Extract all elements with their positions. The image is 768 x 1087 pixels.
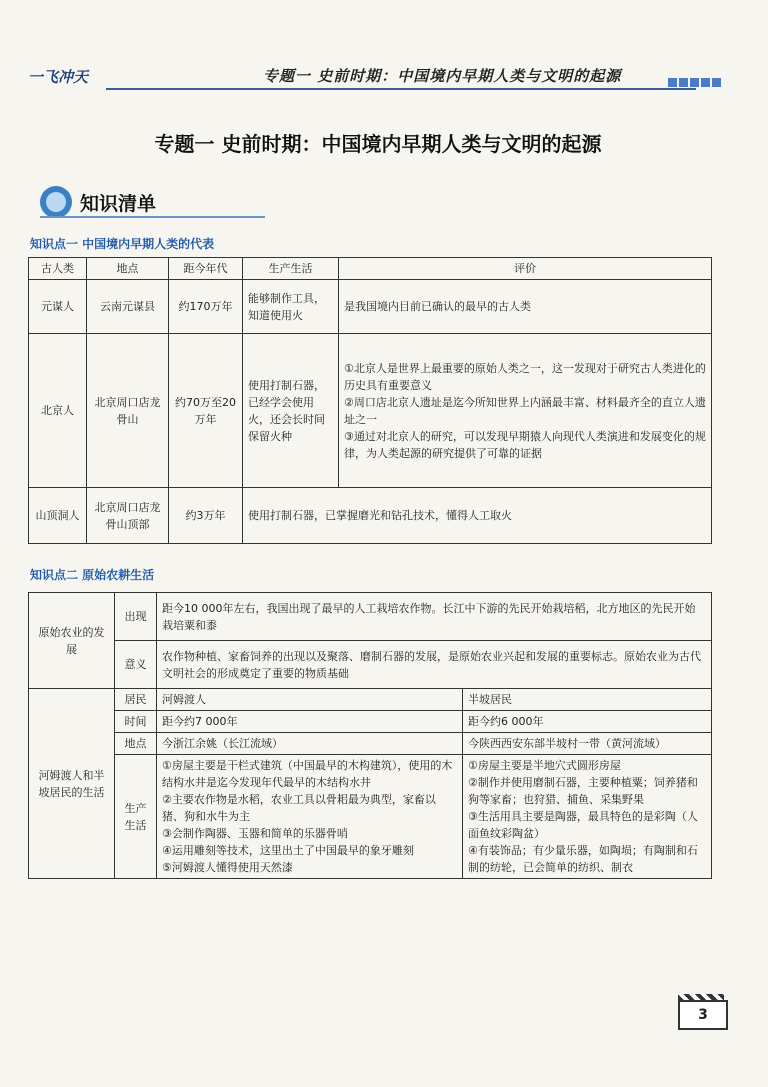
cell-list: [463, 755, 712, 879]
cell: 约3万年: [169, 488, 243, 544]
list-item: ①房屋主要是半地穴式圆形房屋: [468, 759, 621, 772]
cell: 农作物种植、家畜饲养的出现以及聚落、磨制石器的发展，是原始农业兴起和发展的重要标志。原始农业为古代文明社会的形成奠定了重要的物质基础: [157, 641, 712, 689]
cell: 河姆渡人: [157, 689, 463, 711]
table-row: [29, 711, 712, 733]
list-item: ④运用雕刻等技术，这里出土了中国最早的象牙雕刻: [162, 844, 414, 857]
col-header: 地点: [87, 258, 169, 280]
cell: 元谋人: [29, 280, 87, 334]
table-row: [29, 334, 712, 488]
section-badge-icon: [40, 186, 72, 218]
cell: 北京人: [29, 334, 87, 488]
cell: 能够制作工具，知道使用火: [243, 280, 339, 334]
cell-eval: [339, 334, 712, 488]
list-item: ⑤河姆渡人懂得使用天然漆: [162, 861, 293, 874]
cell: 北京周口店龙骨山: [87, 334, 169, 488]
table-row: [29, 641, 712, 689]
list-item: ④有装饰品；有少量乐器，如陶埙；有陶制和石制的纺轮，已会简单的纺织、制衣: [468, 844, 698, 874]
header-rule: [106, 88, 696, 90]
kp2-table: [28, 592, 712, 879]
table-row: [29, 689, 712, 711]
cell: 山顶洞人: [29, 488, 87, 544]
cell: 原始农业的发展: [29, 593, 115, 689]
eval-point: ③通过对北京人的研究，可以发现早期猿人向现代人类演进和发展变化的规律，为人类起源的研究提供了可靠的证据: [344, 429, 706, 460]
page-number: 3: [678, 1000, 728, 1030]
col-header: 评价: [339, 258, 712, 280]
kp2-heading: 知识点二 原始农耕生活: [30, 568, 155, 582]
running-title: 专题一 史前时期：中国境内早期人类与文明的起源: [263, 67, 622, 85]
section-label: 知识清单: [80, 193, 157, 215]
col-header: 古人类: [29, 258, 87, 280]
cell: 居民: [115, 689, 157, 711]
cell: 今陕西西安东部半坡村一带（黄河流域）: [463, 733, 712, 755]
table-row: [29, 488, 712, 544]
cell: 时间: [115, 711, 157, 733]
list-item: ③会制作陶器、玉器和简单的乐器骨哨: [162, 827, 348, 840]
section-banner: [40, 186, 265, 220]
cell: 使用打制石器，已经学会使用火，还会长时间保留火种: [243, 334, 339, 488]
table-row: [29, 280, 712, 334]
cell: 距今约7 000年: [157, 711, 463, 733]
cell: 半坡居民: [463, 689, 712, 711]
page-title: 专题一 史前时期：中国境内早期人类与文明的起源: [154, 132, 602, 156]
list-item: ②主要农作物是水稻，农业工具以骨耜最为典型，家畜以猪、狗和水牛为主: [162, 793, 436, 823]
cell: 河姆渡人和半坡居民的生活: [29, 689, 115, 879]
col-header: 生产生活: [243, 258, 339, 280]
kp1-heading: 知识点一 中国境内早期人类的代表: [30, 237, 215, 251]
table-row: [29, 593, 712, 641]
eval-point: ①北京人是世界上最重要的原始人类之一，这一发现对于研究古人类进化的历史具有重要意义: [344, 361, 706, 392]
cell-list: [157, 755, 463, 879]
col-header: 距今年代: [169, 258, 243, 280]
table-row: [29, 733, 712, 755]
section-rule: [40, 216, 265, 218]
cell: 云南元谋县: [87, 280, 169, 334]
cell: 约70万至20万年: [169, 334, 243, 488]
cell: 地点: [115, 733, 157, 755]
list-item: ③生活用具主要是陶器，最具特色的是彩陶（人面鱼纹彩陶盆）: [468, 810, 698, 840]
table-row: [29, 755, 712, 879]
cell: 生产生活: [115, 755, 157, 879]
list-item: ②制作并使用磨制石器，主要种植粟；饲养猪和狗等家畜；也狩猎、捕鱼、采集野果: [468, 776, 698, 806]
cell: 北京周口店龙骨山顶部: [87, 488, 169, 544]
running-header: [28, 58, 728, 96]
header-decoration: [668, 72, 728, 88]
kp1-table: [28, 257, 712, 544]
list-item: ①房屋主要是干栏式建筑（中国最早的木构建筑），使用的木结构水井是迄今发现年代最早的木结构水井: [162, 759, 453, 789]
cell: 距今约6 000年: [463, 711, 712, 733]
brand-logo: 一飞冲天: [28, 68, 89, 86]
cell: 距今10 000年左右，我国出现了最早的人工栽培农作物。长江中下游的先民开始栽培稻，北方地区的先民开始栽培粟和黍: [157, 593, 712, 641]
cell: 使用打制石器，已掌握磨光和钻孔技术，懂得人工取火: [243, 488, 712, 544]
cell: 是我国境内目前已确认的最早的古人类: [339, 280, 712, 334]
eval-point: ②周口店北京人遗址是迄今所知世界上内涵最丰富、材料最齐全的直立人遗址之一: [344, 395, 706, 426]
cell: 出现: [115, 593, 157, 641]
cell: 约170万年: [169, 280, 243, 334]
cell: 今浙江余姚（长江流域）: [157, 733, 463, 755]
table-header-row: [29, 258, 712, 280]
cell: 意义: [115, 641, 157, 689]
